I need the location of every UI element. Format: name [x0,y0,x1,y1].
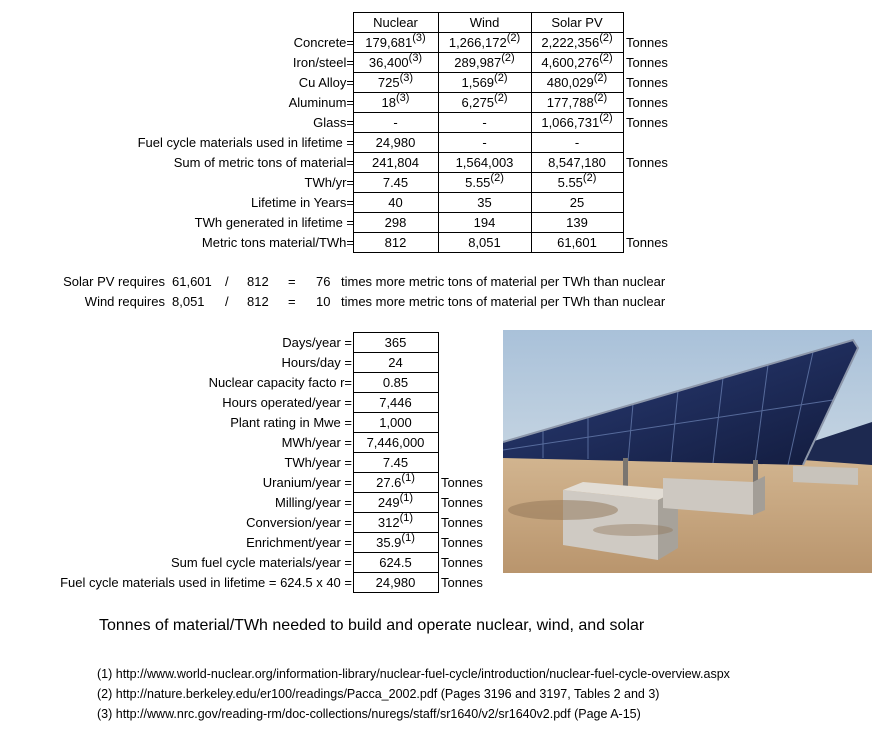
grid-line [353,152,624,153]
table-cell [531,172,623,190]
row-label: TWh/yr= [304,175,354,190]
footnote-marker: (1) [401,472,415,484]
cell-value: 249 [377,495,400,510]
comparison-suffix: times more metric tons of material per TWh than nuclear [341,274,666,289]
cell-value: 7.45 [382,175,409,190]
cell-value: 35.9 [376,535,402,550]
cell-value: 289,987 [454,55,502,70]
table-cell [438,172,531,190]
cell-value: 1,564,003 [455,155,514,170]
grid-line [353,132,624,133]
comparison-denominator: 812 [247,274,269,289]
comparison-result: 10 [316,294,331,309]
cell-value: 40 [388,195,403,210]
footnote-marker: (2) [599,32,613,44]
table-cell [353,52,438,70]
cell-value: 241,804 [372,155,419,170]
grid-line [353,332,439,333]
table-cell [353,555,438,570]
grid-line [353,552,439,553]
cell-value: - [574,135,580,150]
table-cell [531,155,623,170]
cell-value: 1,266,172 [448,35,507,50]
cell-value: 7,446,000 [366,435,425,450]
cell-value: 1,569 [461,75,495,90]
footnote-marker: (2) [494,92,508,104]
table-cell [353,235,438,250]
table-cell [531,92,623,110]
cell-value: 4,600,276 [541,55,600,70]
grid-line [353,192,624,193]
row-label: Cu Alloy= [298,75,354,90]
grid-line [353,112,624,113]
cell-value: 812 [384,235,407,250]
cell-value: 1,000 [379,415,412,430]
footnote-marker: (2) [490,172,504,184]
footnote-marker: (2) [593,92,608,104]
table-cell [353,472,438,490]
table-cell [531,112,623,130]
grid-line [353,72,624,73]
table-cell [353,455,438,470]
cell-value: 177,788 [546,95,594,110]
cell-value: 7,446 [379,395,412,410]
table-cell [353,335,438,350]
row-label: Conversion/year = [246,515,352,530]
table-cell [353,155,438,170]
footnote-marker: (2) [599,112,613,124]
grid-line [353,252,624,253]
column-header: Solar PV [551,15,603,30]
table-cell [438,92,531,110]
cell-value: - [482,115,487,130]
grid-line [353,512,439,513]
table-cell [353,355,438,370]
cell-value: - [482,135,487,150]
unit-label: Tonnes [441,515,483,530]
comparison-result: 76 [316,274,331,289]
table-cell [438,235,531,250]
row-label: Days/year = [282,335,352,350]
comparison-equals: = [288,294,296,309]
table-cell [531,52,623,70]
table-cell [353,395,438,410]
cell-value: 7.45 [382,455,409,470]
grid-line [353,392,439,393]
cell-value: 27.6 [376,475,402,490]
cell-value: 179,681 [365,35,413,50]
grid-line [353,572,439,573]
table-cell [438,52,531,70]
table-cell [531,195,623,210]
footnote-marker: (2) [494,72,508,84]
column-header: Wind [469,15,500,30]
footnote-marker: (2) [501,52,515,64]
table-cell [438,32,531,50]
comparison-denominator: 812 [247,294,269,309]
cell-value: 61,601 [557,235,597,250]
comparison-numerator: 8,051 [172,294,205,309]
table-cell [438,155,531,170]
cell-value: 8,051 [468,235,501,250]
row-label: MWh/year = [281,435,352,450]
grid-line [353,472,439,473]
footnote-marker: (3) [396,92,410,104]
cell-value: 139 [566,215,588,230]
cell-value: 25 [569,195,585,210]
row-label: Sum of metric tons of material= [173,155,354,170]
unit-label: Tonnes [441,495,483,510]
table-cell [353,175,438,190]
table-cell [353,435,438,450]
row-label: Aluminum= [288,95,354,110]
unit-label: Tonnes [626,235,668,250]
cell-value: 365 [384,335,407,350]
comparison-prefix: Wind requires [84,294,165,309]
cell-value: - [393,115,398,130]
footnote-marker: (3) [408,52,423,64]
comparison-operator: / [225,274,229,289]
footnote-marker: (2) [593,72,608,84]
footnote-marker: (1) [399,492,414,504]
table-cell [353,575,438,590]
cell-value: 5.55 [465,175,491,190]
cell-value: 480,029 [546,75,594,90]
grid-line [353,32,624,33]
reference-item: (2) http://nature.berkeley.edu/er100/readings/Pacca_2002.pdf (Pages 3196 and 3197, Tables 2 and 3) [97,687,660,701]
unit-label: Tonnes [441,555,483,570]
footnote-marker: (3) [412,32,426,44]
grid-line [353,212,624,213]
cell-value: 35 [477,195,492,210]
grid-line [353,52,624,53]
grid-line [438,332,439,592]
table-cell [353,135,438,150]
table-cell [353,532,438,550]
table-cell [438,215,531,230]
table-cell [531,235,623,250]
table-cell [353,115,438,130]
table-cell [531,32,623,50]
table-cell [353,72,438,90]
table-cell [531,135,623,150]
footnote-marker: (1) [399,512,414,524]
row-label: Nuclear capacity facto r= [208,375,352,390]
footnote-marker: (2) [506,32,521,44]
table-cell [353,32,438,50]
table-cell [353,375,438,390]
grid-line [353,532,439,533]
grid-line [623,12,624,252]
reference-item: (1) http://www.world-nuclear.org/information-library/nuclear-fuel-cycle/introduction/nuclear-fuel-cycle-overview.aspx [97,667,730,681]
solar-panel-photo [503,330,872,573]
grid-line [353,372,439,373]
page-title: Tonnes of material/TWh needed to build and operate nuclear, wind, and solar [99,617,645,634]
footnote-marker: (3) [399,72,414,84]
table-cell [353,215,438,230]
unit-label: Tonnes [626,95,668,110]
table-cell [531,72,623,90]
table-cell [438,135,531,150]
table-cell [531,215,623,230]
row-label: Milling/year = [275,495,352,510]
cell-value: 24,980 [375,135,416,150]
row-label: Iron/steel= [292,55,354,70]
table-cell [438,72,531,90]
cell-value: 0.85 [382,375,409,390]
table-cell [353,492,438,510]
unit-label: Tonnes [441,535,483,550]
grid-line [353,452,439,453]
footnote-marker: (2) [582,172,597,184]
cell-value: 298 [384,215,407,230]
row-label: Uranium/year = [262,475,352,490]
table-cell [438,115,531,130]
comparison-suffix: times more metric tons of material per TWh than nuclear [341,294,666,309]
footnote-marker: (1) [401,532,415,544]
cell-value: 6,275 [461,95,495,110]
table-cell [353,512,438,530]
table-cell [438,195,531,210]
row-label: Concrete= [293,35,354,50]
unit-label: Tonnes [626,35,668,50]
row-label: Hours/day = [281,355,352,370]
unit-label: Tonnes [626,155,668,170]
comparison-equals: = [288,274,296,289]
table-cell [353,195,438,210]
grid-line [353,592,439,593]
cell-value: 194 [473,215,496,230]
row-label: Fuel cycle materials used in lifetime = [137,135,354,150]
unit-label: Tonnes [441,575,483,590]
grid-line [353,492,439,493]
footnote-marker: (2) [599,52,613,64]
row-label: TWh generated in lifetime = [194,215,354,230]
row-label: Sum fuel cycle materials/year = [171,555,352,570]
grid-line [353,412,439,413]
unit-label: Tonnes [626,55,668,70]
grid-line [353,92,624,93]
row-label: TWh/year = [284,455,352,470]
column-header: Nuclear [373,15,418,30]
grid-line [353,12,624,13]
table-cell [353,92,438,110]
row-label: Enrichment/year = [246,535,352,550]
row-label: Glass= [313,115,354,130]
reference-item: (3) http://www.nrc.gov/reading-rm/doc-collections/nuregs/staff/sr1640/v2/sr1640v2.pdf (Page A-15) [97,707,641,721]
cell-value: 18 [381,95,396,110]
unit-label: Tonnes [626,115,668,130]
unit-label: Tonnes [441,475,483,490]
grid-line [353,232,624,233]
cell-value: 312 [377,515,400,530]
comparison-operator: / [225,294,229,309]
cell-value: 5.55 [557,175,583,190]
cell-value: 624.5 [379,555,412,570]
row-label: Lifetime in Years= [251,195,354,210]
cell-value: 8,547,180 [548,155,606,170]
row-label: Hours operated/year = [222,395,352,410]
row-label: Metric tons material/TWh= [201,235,354,250]
cell-value: 24,980 [375,575,416,590]
unit-label: Tonnes [626,75,668,90]
row-label: Fuel cycle materials used in lifetime = 624.5 x 40 = [60,575,352,590]
cell-value: 725 [377,75,400,90]
grid-line [353,352,439,353]
solar-panel-image [503,330,872,573]
grid-line [353,432,439,433]
cell-value: 36,400 [368,55,409,70]
comparison-prefix: Solar PV requires [63,274,165,289]
cell-value: 2,222,356 [541,35,600,50]
table-cell [353,415,438,430]
row-label: Plant rating in Mwe = [230,415,352,430]
cell-value: 1,066,731 [541,115,600,130]
comparison-numerator: 61,601 [172,274,212,289]
cell-value: 24 [388,355,403,370]
